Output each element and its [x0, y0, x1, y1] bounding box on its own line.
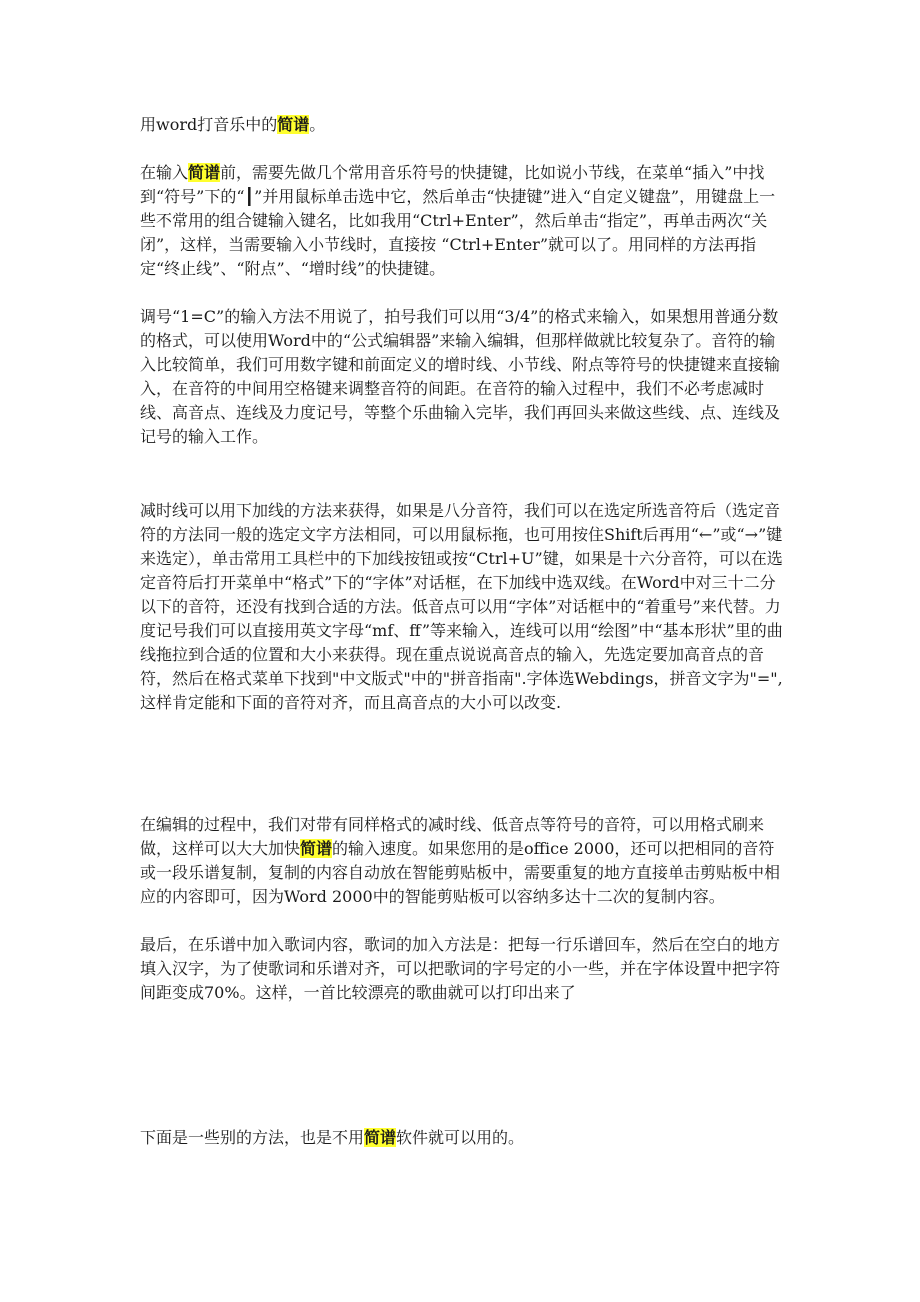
paragraph-key-signature: 调号“1=C”的输入方法不用说了，拍号我们可以用“3/4”的格式来输入，如果想用普通分数的格式，可以使用Word中的“公式编辑器”来输入编辑，但那样做就比较复杂了。音符的输入比较简单，我们可用数字键和前面定义的增时线、小节线、附点等符号的快捷键来直接输入，在音符的中间用空格键来调整音符的间距。在音符的输入过程中，我们不必考虑减时线、高音点、连线及力度记号，等整个乐曲输入完毕，我们再回头来做这些线、点、连线及记号的输入工作。 [140, 307, 781, 446]
keyword-highlight: 简谱 [277, 115, 310, 134]
paragraph-lyrics: 最后，在乐谱中加入歌词内容，歌词的加入方法是：把每一行乐谱回车，然后在空白的地方填入汉字，为了使歌词和乐谱对齐，可以把歌词的字号定的小一些，并在字体设置中把字符间距变成70%。这样，一首比较漂亮的歌曲就可以打印出来了 [140, 935, 781, 1002]
paragraph-format-painter [140, 813, 790, 909]
p4-text-after: 的输入速度。如果您用的是office 2000，还可以把相同的音符或一段乐谱复制，复制的内容自动放在智能剪贴板中，需要重复的地方直接单击剪贴板中相应的内容即可，因为Word 2000中的智能剪贴板可以容纳多达十二次的复制内容。 [140, 839, 781, 906]
p1-text-before: 在输入 [140, 163, 189, 182]
keyword-highlight: 简谱 [364, 1128, 397, 1147]
paragraph-other-methods [140, 1126, 790, 1150]
paragraph-underline-method: 减时线可以用下加线的方法来获得，如果是八分音符，我们可以在选定所选音符后（选定音符的方法同一般的选定文字方法相同，可以用鼠标拖，也可用按住Shift后再用“←”或“→”键来选定），单击常用工具栏中的下加线按钮或按“Ctrl+U”键，如果是十六分音符，可以在选定音符后打开菜单中“格式”下的“字体”对话框，在下加线中选双线。在Word中对三十二分以下的音符，还没有找到合适的方法。低音点可以用“字体”对话框中的“着重号”来代替。力度记号我们可以直接用英文字母“mf、ff”等来输入，连线可以用“绘图”中“基本形状”里的曲线拖拉到合适的位置和大小来获得。现在重点说说高音点的输入，先选定要加高音点的音符，然后在格式菜单下找到"中文版式"中的"拼音指南".字体选Webdings，拼音文字为"=",这样肯定能和下面的音符对齐，而且高音点的大小可以改变. [140, 501, 783, 712]
keyword-highlight: 简谱 [188, 163, 221, 182]
p4-text-before: 在编辑的过程中，我们对带有同样格式的减时线、低音点等符号的音符，可以用格式刷来做，这样可以大大加快 [140, 815, 765, 858]
p1-text-after: 前，需要先做几个常用音乐符号的快捷键，比如说小节线，在菜单“插入”中找到“符号”下的“┃”并用鼠标单击选中它，然后单击“快捷键”进入“自定义键盘”，用键盘上一些不常用的组合键输入键名，比如我用“Ctrl+Enter”，然后单击“指定”，再单击两次“关闭”，这样，当需要输入小节线时，直接按 “Ctrl+Enter”就可以了。用同样的方法再指定“终止线”、“附点”、“增时线”的快捷键。 [140, 163, 776, 278]
title-text-after: 。 [309, 115, 326, 134]
p6-text-before: 下面是一些别的方法，也是不用 [140, 1128, 365, 1147]
paragraph-shortcut-setup [140, 161, 790, 281]
title-paragraph [140, 113, 790, 137]
p6-text-after: 软件就可以用的。 [396, 1128, 525, 1147]
title-text-before: 用word打音乐中的 [140, 115, 278, 134]
keyword-highlight: 简谱 [300, 839, 333, 858]
